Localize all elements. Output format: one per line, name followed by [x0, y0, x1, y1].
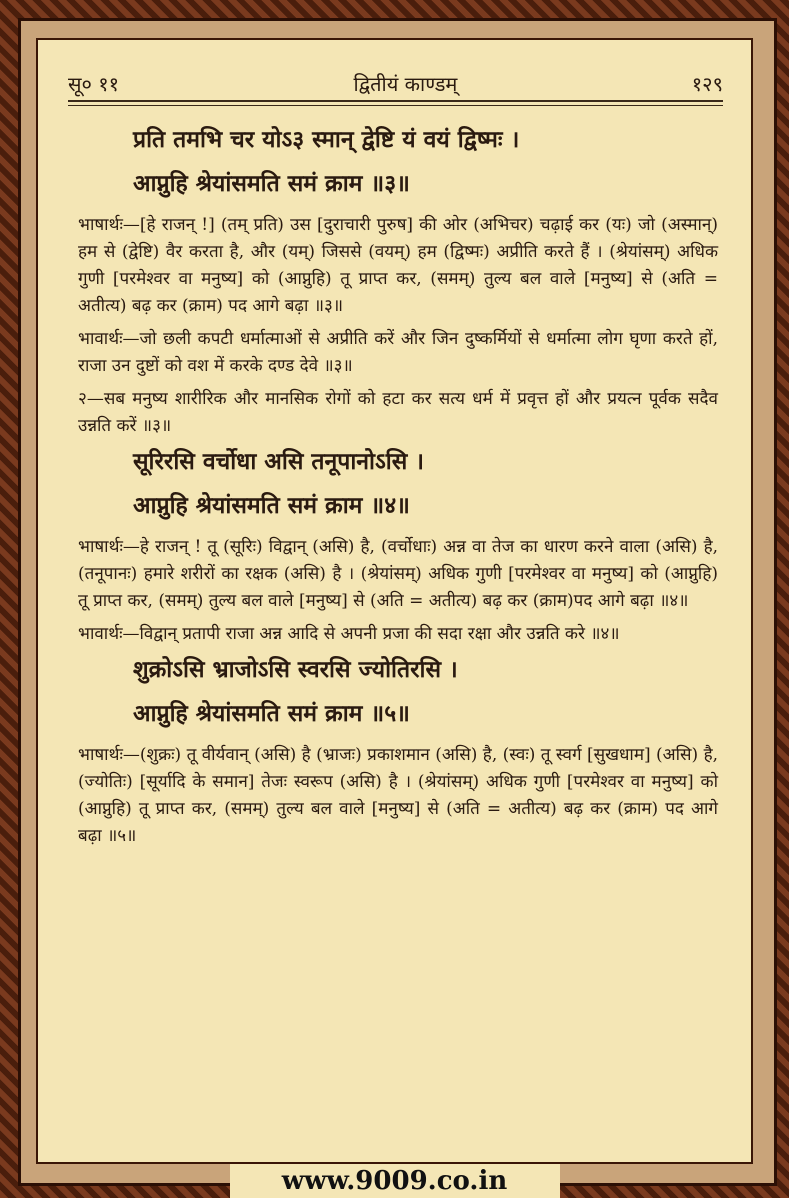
translation-paragraph: भाषार्थः—हे राजन् ! तू (सूरिः) विद्वान् (असि) है, (वर्चोधाः) अन्न वा तेज का धारण करने वाला (असि) है, (तनूपानः) हमारे शरीरों का रक्षक (असि) है । (श्रेयांसम्) अधिक गुणी [परमेश्वर वा मनुष्य] को (आप्नुहि) तू प्राप्त कर, (समम्) तुल्य बल वाले [मनुष्य] से (अति = अतीत्य) बढ़ कर (क्राम)पद आगे बढ़ा ॥४॥: [78, 537, 718, 611]
sutra-number: सू० ११: [68, 71, 120, 96]
verse-line: सूरिरसि वर्चोधा असि तनूपानोऽसि ।: [133, 448, 424, 475]
verse-line: आप्नुहि श्रेयांसमति समं क्राम ॥३॥: [133, 170, 410, 197]
translation-paragraph: भाषार्थः—[हे राजन् !] (तम् प्रति) उस [दुराचारी पुरुष] की ओर (अभिचर) चढ़ाई कर (यः) जो (अस्मान्) हम से (द्वेष्टि) वैर करता है, और (यम्) जिससे (वयम्) हम (द्विष्मः) अप्रीति करते हैं । (श्रेयांसम्) अधिक गुणी [परमेश्वर वा मनुष्य] को (आप्नुहि) तू प्राप्त कर, (समम्) तुल्य बल वाले [मनुष्य] से (अति = अतीत्य) बढ़ कर (क्राम) पद आगे बढ़ा ॥३॥: [78, 215, 718, 316]
verse-line: आप्नुहि श्रेयांसमति समं क्राम ॥४॥: [133, 492, 410, 519]
website-footer: www.9009.co.in: [281, 1166, 508, 1196]
verse-line: प्रति तमभि चर योऽ३ स्मान् द्वेष्टि यं वयं द्विष्मः ।: [133, 126, 520, 153]
note-paragraph: २—सब मनुष्य शारीरिक और मानसिक रोगों को हटा कर सत्य धर्म में प्रवृत्त हों और प्रयत्न पूर्वक सदैव उन्नति करें ॥३॥: [78, 389, 718, 436]
page-header: [68, 66, 723, 102]
page-number: १२९: [691, 71, 723, 96]
verse-line: आप्नुहि श्रेयांसमति समं क्राम ॥५॥: [133, 700, 410, 727]
translation-paragraph: भाषार्थः—(शुक्रः) तू वीर्यवान् (असि) है (भ्राजः) प्रकाशमान (असि) है, (स्वः) तू स्वर्ग [सुखधाम] (असि) है, (ज्योतिः) [सूर्यादि के समान] तेजः स्वरूप (असि) है । (श्रेयांसम्) अधिक गुणी [परमेश्वर वा मनुष्य] को (आप्नुहि) तू प्राप्त कर, (समम्) तुल्य बल वाले [मनुष्य] से (अति = अतीत्य) बढ़ कर (क्राम) पद आगे बढ़ा ॥५॥: [78, 745, 719, 846]
chapter-title: द्वितीयं काण्डम्: [353, 71, 458, 96]
verse-line: शुक्रोऽसि भ्राजोऽसि स्वरसि ज्योतिरसि ।: [133, 656, 458, 683]
meaning-paragraph: भावार्थः—विद्वान् प्रतापी राजा अन्न आदि से अपनी प्रजा की सदा रक्षा और उन्नति करे ॥४॥: [78, 624, 620, 644]
meaning-paragraph: भावार्थः—जो छली कपटी धर्मात्माओं से अप्रीति करें और जिन दुष्कर्मियों से धर्मात्मा लोग घृणा करते हों, राजा उन दुष्टों को वश में करके दण्ड देवे ॥३॥: [78, 329, 718, 376]
page-content: [78, 118, 718, 850]
book-page: [36, 38, 753, 1164]
